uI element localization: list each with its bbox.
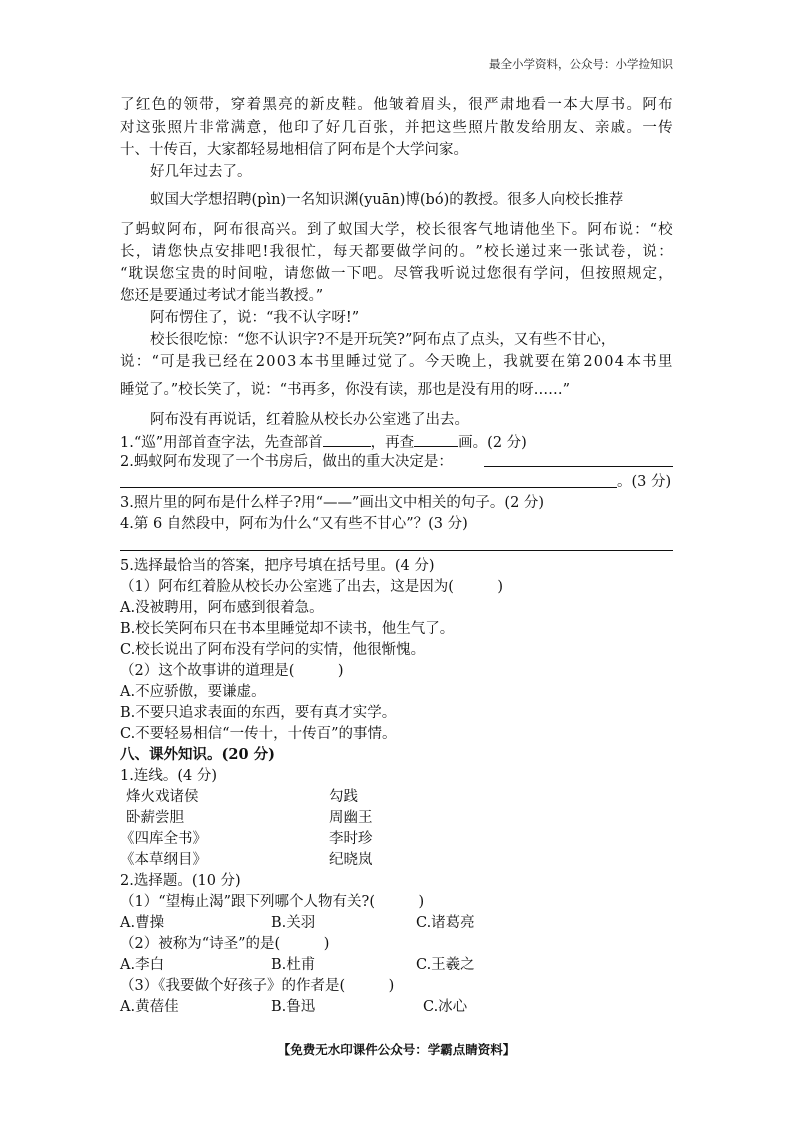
passage-line: “ 耽 误 您 宝 贵 的 时 间 啦 ， 请 您 做 一 下 吧 。 尽 管 我 听 说 过 您 很 有 学 问 ， 但 按 照 规 定 ， xyxy=(120,266,673,282)
choice-question: （3）《我要做个好孩子》的作者是( ) xyxy=(120,978,395,994)
choice-option: C.诸葛亮 xyxy=(416,915,475,931)
answer-blank[interactable] xyxy=(414,431,458,447)
choice-option: C.王羲之 xyxy=(416,957,475,973)
match-right-item[interactable]: 李时珍 xyxy=(329,831,373,847)
match-left-item[interactable]: 《本草纲目》 xyxy=(120,852,207,868)
answer-blank[interactable] xyxy=(323,431,371,447)
question-1: 1.“巡”用部首查字法，先查部首 ，再查 画。(2 分) xyxy=(120,431,527,453)
match-right-item[interactable]: 周幽王 xyxy=(329,810,373,826)
passage-line: 了 红 色 的 领 带 ， 穿 着 黑 亮 的 新 皮 鞋 。 他 皱 着 眉 头 ， 很 严 肃 地 看 一 本 大 厚 书 。 阿 布 xyxy=(120,97,673,113)
section-title: 八、课外知识。(20 分) xyxy=(120,746,275,763)
answer-line[interactable] xyxy=(484,466,673,467)
choice-option: A.黄蓓佳 xyxy=(120,999,179,1015)
match-left-item[interactable]: 《四库全书》 xyxy=(120,831,207,847)
passage-line: 长 ， 请 您 快 点 安 排 吧 ! 我 很 忙 ， 每 天 都 要 做 学 问 的 。 ” 校 长 递 过 来 一 张 试 卷 ， 说 ： xyxy=(120,244,673,260)
choice-option: B.关羽 xyxy=(271,915,316,931)
choice-option: B.杜甫 xyxy=(271,957,316,973)
choice-option: A.李白 xyxy=(120,957,165,973)
option: C.不要轻易相信“一传十，十传百”的事情。 xyxy=(120,726,397,742)
page-footer: 【免费无水印课件公众号：学霸点睛资料】 xyxy=(277,1042,516,1057)
passage-line: 好几年过去了。 xyxy=(150,164,252,180)
question-2: 2.蚂蚁阿布发现了一个书房后，做出的重大决定是： xyxy=(120,454,453,470)
option: A.不应骄傲，要谦虚。 xyxy=(120,684,266,700)
answer-line[interactable] xyxy=(120,487,617,488)
passage-line: 阿布愣住了，说：“我不认字呀!” xyxy=(150,310,360,326)
match-right-item[interactable]: 勾践 xyxy=(329,789,358,805)
match-left-item[interactable]: 卧薪尝胆 xyxy=(126,810,184,826)
lianxian-title: 1.连线。(4 分) xyxy=(120,768,217,784)
page-header: 最全小学资料，公众号：小学捡知识 xyxy=(489,57,673,71)
question-5-2: （2）这个故事讲的道理是( ) xyxy=(120,663,344,679)
question-3: 3.照片里的阿布是什么样子?用“——”画出文中相关的句子。(2 分) xyxy=(120,495,545,511)
option: A.没被聘用，阿布感到很着急。 xyxy=(120,600,324,616)
passage-line: 对 这 张 照 片 非 常 满 意 ， 他 印 了 好 几 百 张 ， 并 把 这 些 照 片 散 发 给 朋 友 、 亲 戚 。 一 传 xyxy=(120,120,673,136)
option: B.校长笑阿布只在书本里睡觉却不读书，他生气了。 xyxy=(120,621,455,637)
match-left-item[interactable]: 烽火戏诸侯 xyxy=(126,789,199,805)
answer-line[interactable] xyxy=(120,550,673,551)
match-right-item[interactable]: 纪晓岚 xyxy=(329,852,373,868)
passage-line: 说 ： “ 可 是 我 已 经 在 2 0 0 3 本 书 里 睡 过 觉 了 。 今 天 晚 上 ， 我 就 要 在 第 2 0 0 4 本 书 里 xyxy=(120,354,673,370)
choice-option: B.鲁迅 xyxy=(271,999,316,1015)
choice-option: A.曹操 xyxy=(120,915,165,931)
passage-line: 了 蚂 蚁 阿 布 ， 阿 布 很 高 兴 。 到 了 蚁 国 大 学 ， 校 长 很 客 气 地 请 他 坐 下 。 阿 布 说 ： “ 校 xyxy=(120,222,673,238)
option: B.不要只追求表面的东西，要有真才实学。 xyxy=(120,705,397,721)
question-4: 4.第 6 自然段中，阿布为什么“又有些不甘心”？(3 分) xyxy=(120,516,468,532)
question-2-score: 。(3 分) xyxy=(617,474,672,490)
option: C.校长说出了阿布没有学问的实情，他很惭愧。 xyxy=(120,642,426,658)
passage-line: 蚁国大学想招聘(pìn)一名知识渊(yuān)博(bó)的教授。很多人向校长推荐 xyxy=(150,192,624,208)
choice-question: （1）“望梅止渴”跟下列哪个人物有关?( ) xyxy=(120,894,425,910)
passage-line: 阿布没有再说话，红着脸从校长办公室逃了出去。 xyxy=(150,412,469,428)
passage-line: 睡觉了。”校长笑了，说：“书再多，你没有读，那也是没有用的呀……” xyxy=(120,382,570,398)
xuanze-title: 2.选择题。(10 分) xyxy=(120,873,241,889)
choice-option: C.冰心 xyxy=(423,999,468,1015)
question-5-1: （1）阿布红着脸从校长办公室逃了出去，这是因为( ) xyxy=(120,579,504,595)
choice-question: （2）被称为“诗圣”的是( ) xyxy=(120,936,330,952)
passage-line: 十、十传百，大家都轻易地相信了阿布是个大学问家。 xyxy=(120,142,468,158)
passage-line: 您还是要通过考试才能当教授。” xyxy=(120,288,324,304)
passage-line: 校长很吃惊：“您不认识字?不是开玩笑?”阿布点了点头，又有些不甘心， xyxy=(150,332,616,348)
question-5: 5.选择最恰当的答案，把序号填在括号里。(4 分) xyxy=(120,558,435,574)
